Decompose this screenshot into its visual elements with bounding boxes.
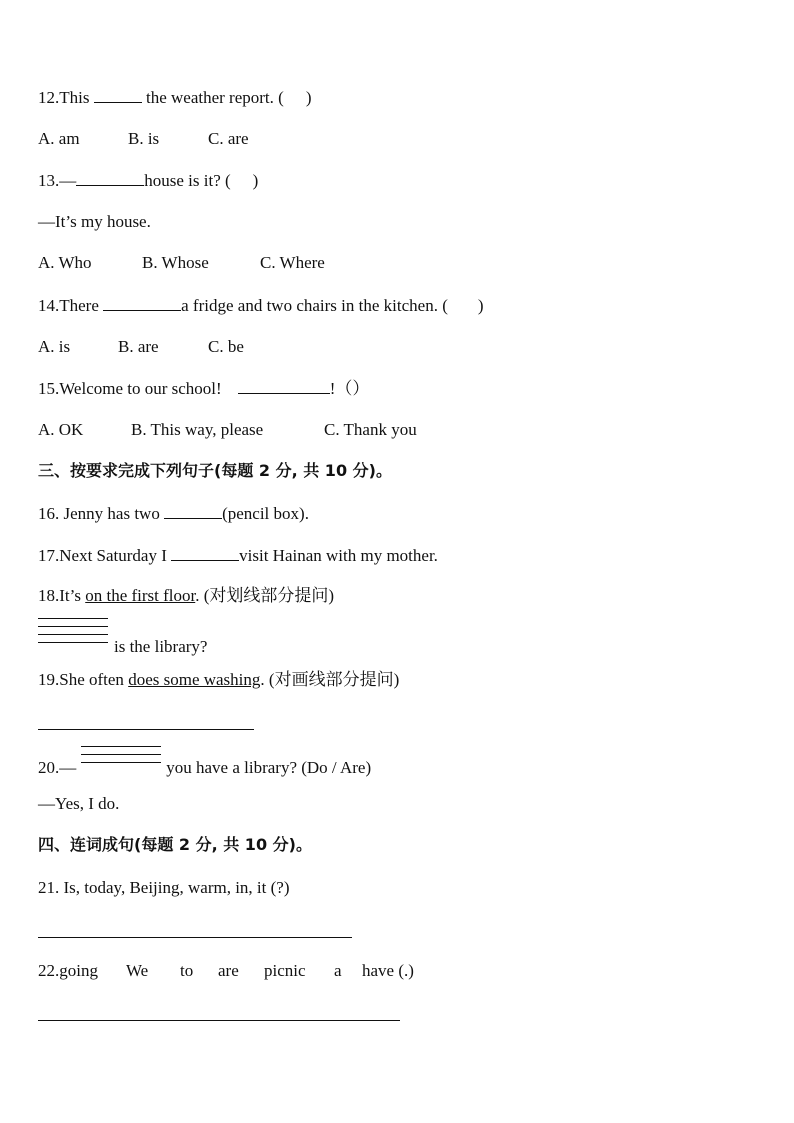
question-14-prefix: 14.There xyxy=(38,296,99,315)
option-c[interactable]: C. Where xyxy=(260,253,325,272)
question-19-prefix: 19.She often xyxy=(38,670,124,689)
question-13-reply: —It’s my house. xyxy=(38,212,151,231)
question-15-suffix: !（） xyxy=(329,379,370,398)
section-3-heading: 三、按要求完成下列句子(每题 2 分, 共 10 分)。 xyxy=(38,461,392,480)
question-13-close: ) xyxy=(252,171,259,190)
answer-blank[interactable] xyxy=(171,544,239,561)
question-17 xyxy=(38,544,438,567)
option-a[interactable]: A. Who xyxy=(38,253,92,272)
scrambled-word: are xyxy=(218,961,239,980)
scrambled-word: a xyxy=(334,961,342,980)
option-b[interactable]: B. are xyxy=(118,337,159,356)
section-4-heading: 四、连词成句(每题 2 分, 共 10 分)。 xyxy=(38,835,312,854)
answer-line[interactable] xyxy=(38,729,254,730)
option-c[interactable]: C. are xyxy=(208,129,249,148)
answer-blank[interactable] xyxy=(103,294,181,311)
question-16 xyxy=(38,502,309,525)
option-c[interactable]: C. Thank you xyxy=(324,420,417,439)
answer-blank[interactable] xyxy=(164,502,222,519)
question-12 xyxy=(38,86,311,109)
question-16-suffix: (pencil box). xyxy=(222,504,309,523)
option-b[interactable]: B. Whose xyxy=(142,253,209,272)
question-15 xyxy=(38,377,369,400)
question-14-suffix: a fridge and two chairs in the kitchen. ( xyxy=(181,296,448,315)
underlined-phrase: on the first floor xyxy=(85,586,196,605)
question-12-prefix: 12.This xyxy=(38,88,90,107)
question-12-suffix: the weather report. ( xyxy=(145,88,284,107)
question-17-prefix: 17.Next Saturday I xyxy=(38,546,167,565)
answer-blank[interactable] xyxy=(94,86,142,103)
option-b[interactable]: B. is xyxy=(128,129,160,148)
answer-line[interactable] xyxy=(38,1020,400,1021)
option-a[interactable]: A. am xyxy=(38,129,80,148)
question-13-prefix: 13.— xyxy=(38,171,77,190)
question-21: 21. Is, today, Beijing, warm, in, it (?) xyxy=(38,878,290,897)
underlined-phrase: does some washing xyxy=(128,670,261,689)
question-20-suffix: you have a library? (Do / Are) xyxy=(166,758,372,777)
scrambled-word: to xyxy=(180,961,194,980)
question-13-options xyxy=(38,252,325,274)
option-a[interactable]: A. OK xyxy=(38,420,84,439)
question-19 xyxy=(38,669,399,691)
scrambled-word: picnic xyxy=(264,961,306,980)
question-18-prefix: 18.It’s xyxy=(38,586,81,605)
question-15-prefix: 15.Welcome to our school! xyxy=(38,379,222,398)
option-c[interactable]: C. be xyxy=(208,337,244,356)
question-13-suffix: house is it? ( xyxy=(144,171,231,190)
question-17-suffix: visit Hainan with my mother. xyxy=(239,546,438,565)
question-13 xyxy=(38,169,258,192)
question-14-close: ) xyxy=(477,296,484,315)
answer-blank-stack[interactable] xyxy=(38,618,108,650)
question-19-suffix: . (对画线部分提问) xyxy=(260,670,400,689)
scrambled-word: We xyxy=(126,961,149,980)
option-b[interactable]: B. This way, please xyxy=(131,420,264,439)
question-20 xyxy=(38,757,371,779)
question-18-answer-suffix: is the library? xyxy=(114,637,208,656)
scrambled-word: have (.) xyxy=(362,961,414,980)
question-20-prefix: 20.— xyxy=(38,758,77,777)
option-a[interactable]: A. is xyxy=(38,337,71,356)
question-18 xyxy=(38,585,334,607)
question-20-reply: —Yes, I do. xyxy=(38,794,120,813)
question-15-options xyxy=(38,419,417,441)
question-18-suffix: . (对划线部分提问) xyxy=(195,586,335,605)
answer-blank[interactable] xyxy=(76,169,144,186)
question-14 xyxy=(38,294,484,317)
question-16-prefix: 16. Jenny has two xyxy=(38,504,160,523)
question-12-close: ) xyxy=(305,88,312,107)
answer-blank[interactable] xyxy=(238,377,330,394)
question-12-options xyxy=(38,128,249,150)
answer-line[interactable] xyxy=(38,937,352,938)
question-14-options xyxy=(38,336,244,358)
scrambled-word: 22.going xyxy=(38,961,98,980)
question-22 xyxy=(38,960,414,982)
